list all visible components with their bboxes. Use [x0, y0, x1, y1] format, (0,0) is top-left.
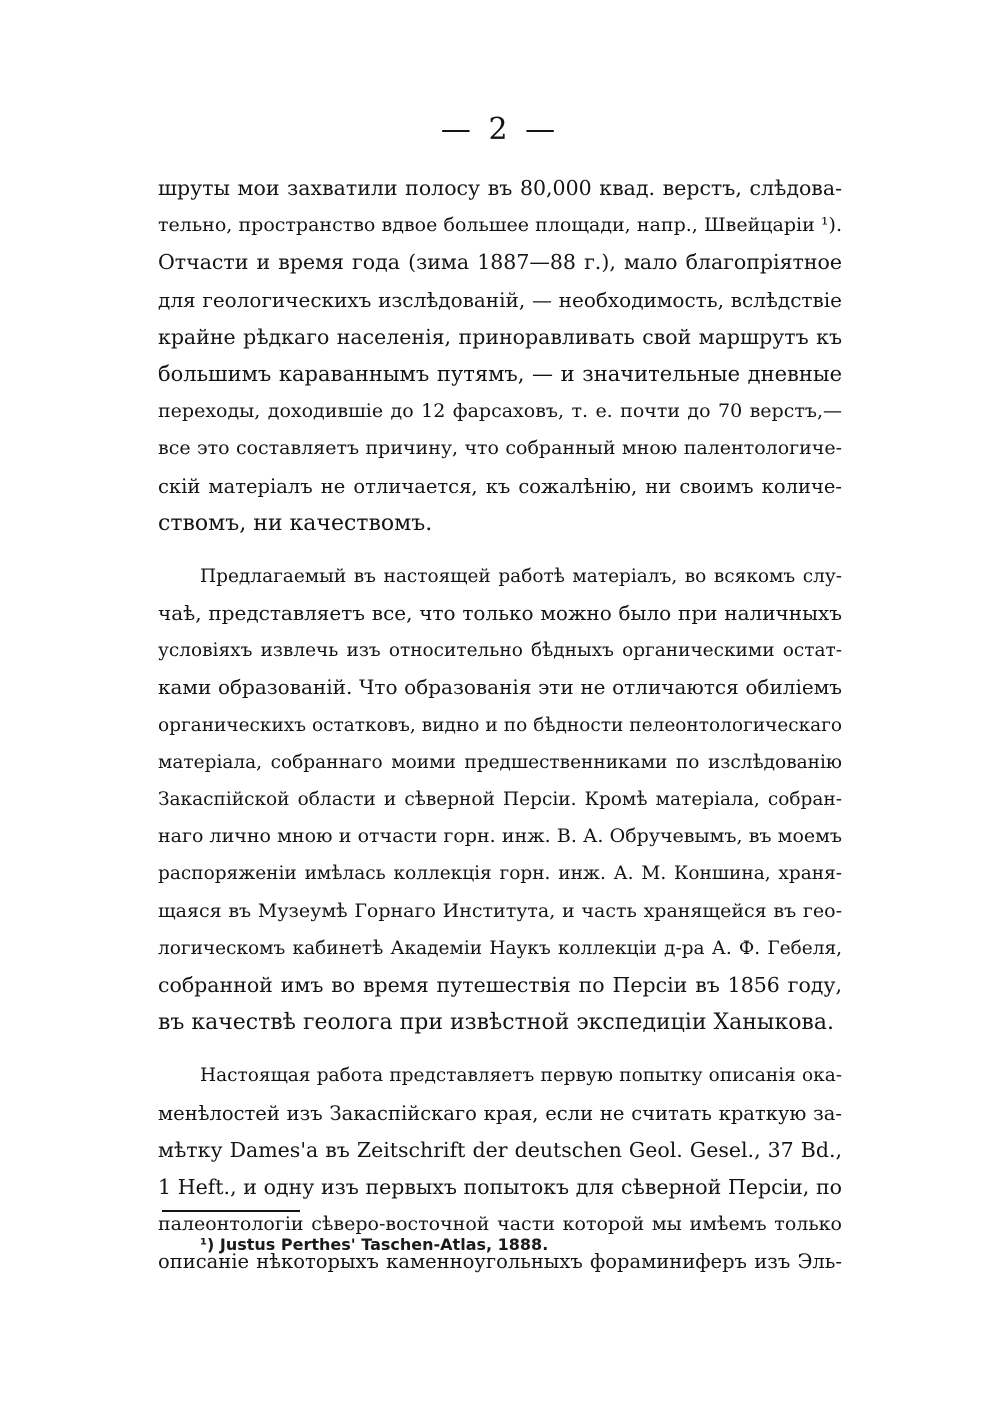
text-line: описаніе нѣкоторыхъ каменноугольныхъ фораминиферъ изъ Эль- — [158, 1250, 842, 1274]
text-line: крайне рѣдкаго населенія, приноравливать свой маршрутъ къ — [158, 324, 842, 349]
footnote-divider — [162, 1210, 300, 1212]
text-line: 1 Heft., и одну изъ первыхъ попытокъ для сѣверной Персіи, по — [158, 1174, 842, 1199]
text-line: Настоящая работа представляетъ первую попытку описанія ока- — [200, 1065, 842, 1087]
text-line: скій матеріалъ не отличается, къ сожалѣнію, ни своимъ количе- — [158, 474, 842, 498]
text-line: менѣлостей изъ Закаспійскаго края, если не считать краткую за- — [158, 1101, 842, 1125]
text-line: Закаспійской области и сѣверной Персіи. Кромѣ матеріала, собран- — [158, 789, 842, 810]
text-line: ками образованій. Что образованія эти не отличаются обиліемъ — [158, 675, 842, 700]
footnote: ¹) Justus Perthes' Taschen-Atlas, 1888. — [200, 1235, 549, 1254]
text-line: щаяся въ Музеумѣ Горнаго Института, и часть хранящейся въ гео- — [158, 899, 842, 922]
text-line: ствомъ, ни качествомъ. — [158, 510, 433, 536]
text-line: шруты мои захватили полосу въ 80,000 квад. верстъ, слѣдова- — [158, 176, 842, 200]
text-line: для геологическихъ изслѣдованій, — необходимость, вслѣдствіе — [158, 287, 842, 312]
text-line: тельно, пространство вдвое большее площади, напр., Швейцаріи ¹). — [158, 214, 842, 237]
text-line: условіяхъ извлечь изъ относительно бѣдныхъ органическими остат- — [158, 640, 842, 662]
text-line: переходы, доходившіе до 12 фарсаховъ, т. е. почти до 70 верстъ,— — [158, 400, 842, 423]
text-line: Предлагаемый въ настоящей работѣ матеріалъ, во всякомъ слу- — [200, 565, 842, 587]
text-line: мѣтку Dames'a въ Zeitschrift der deutschen Geol. Gesel., 37 Bd., — [158, 1137, 842, 1162]
text-line: Отчасти и время года (зима 1887—88 г.), мало благопріятное — [158, 250, 842, 275]
text-line: собранной имъ во время путешествія по Персіи въ 1856 году, — [158, 972, 842, 997]
paragraph-1 — [158, 170, 842, 542]
text-line: логическомъ кабинетѣ Академіи Наукъ коллекціи д-ра А. Ф. Гебеля, — [158, 937, 842, 959]
text-line: матеріала, собраннаго моими предшественниками по изслѣдованію — [158, 751, 842, 773]
text-line: все это составляетъ причину, что собранный мною палентологиче- — [158, 437, 842, 460]
text-line: наго лично мною и отчасти горн. инж. В. А. Обручевымъ, въ моемъ — [158, 825, 842, 848]
paragraph-2 — [158, 558, 842, 1041]
text-line: органическихъ остатковъ, видно и по бѣдности пелеонтологическаго — [158, 714, 842, 736]
body-text — [158, 170, 842, 1280]
text-line: чаѣ, представляетъ все, что только можно было при наличныхъ — [158, 601, 842, 626]
text-line: большимъ караваннымъ путямъ, — и значительные дневные — [158, 361, 842, 386]
page-number: — 2 — — [440, 112, 560, 147]
text-line: въ качествѣ геолога при извѣстной экспедиціи Ханыкова. — [158, 1010, 834, 1036]
text-line: распоряженіи имѣлась коллекція горн. инж. А. М. Коншина, храня- — [158, 863, 842, 885]
text-line: палеонтологіи сѣверо-восточной части которой мы имѣемъ только — [158, 1213, 842, 1236]
